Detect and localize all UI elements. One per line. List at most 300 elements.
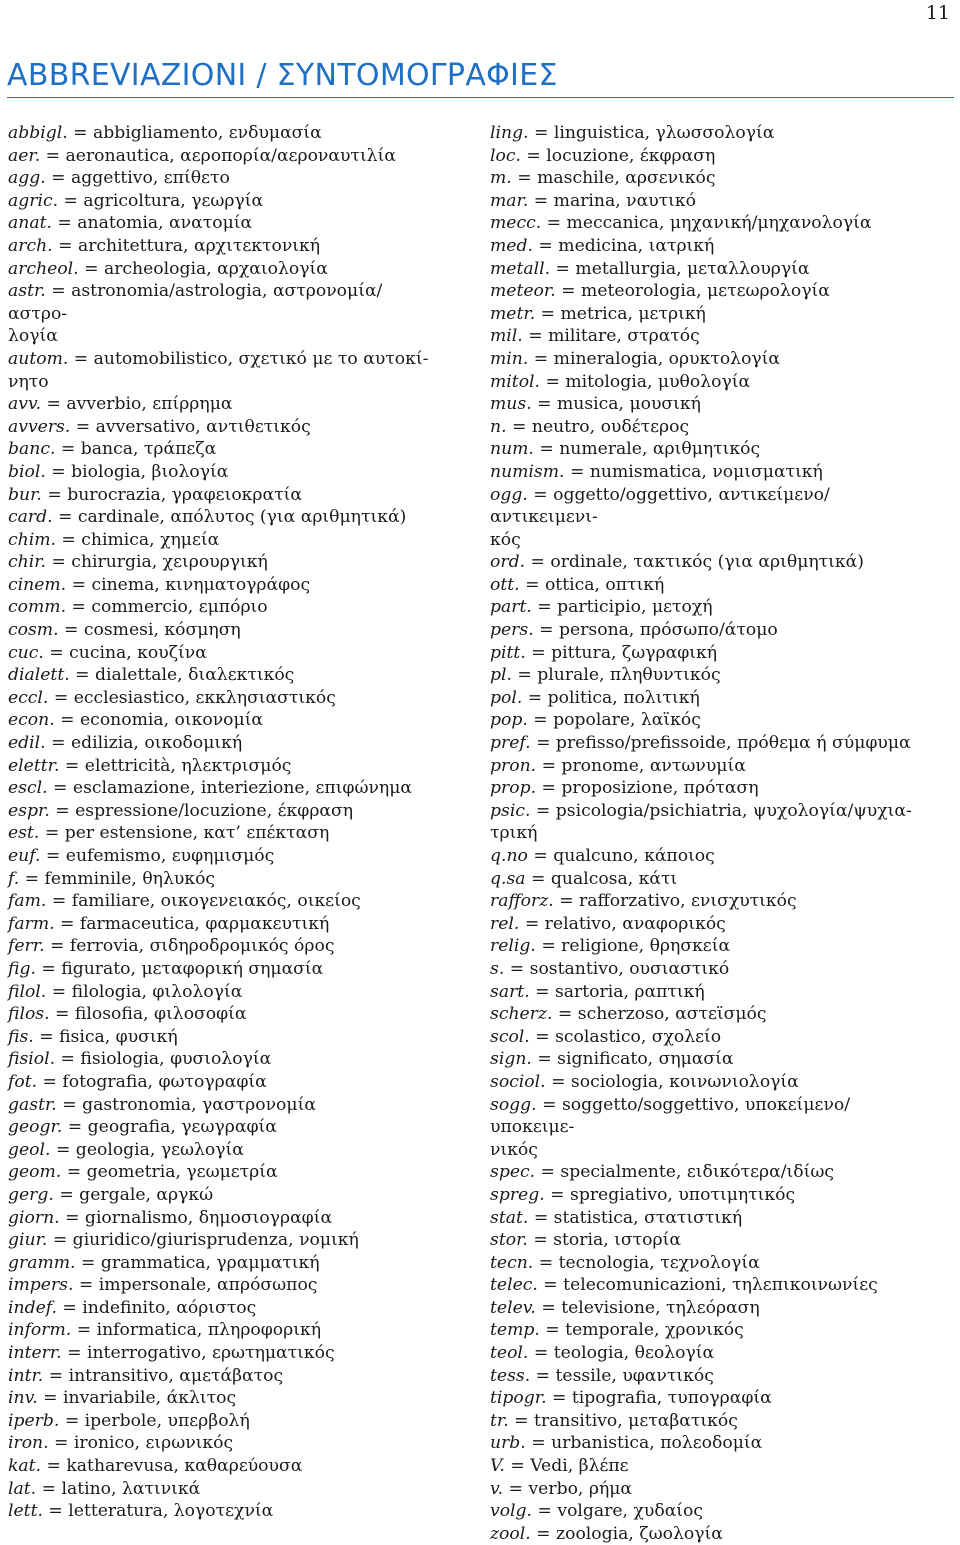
- abbreviation-definition: = significato, σημασία: [531, 1049, 734, 1070]
- abbreviation-entry: [490, 303, 926, 326]
- abbreviation-definition: = soggetto/soggettivo, υποκείμενο/υποκειμε- νικός: [490, 1094, 851, 1160]
- abbreviation-definition: = fisica, φυσική: [33, 1026, 178, 1047]
- abbreviation-definition: = transitivo, μεταβατικός: [508, 1410, 738, 1431]
- abbreviation-entry: [490, 890, 926, 913]
- abbreviation-entry: [490, 484, 926, 552]
- abbreviation-term: tipogr.: [490, 1388, 547, 1409]
- abbreviation-entry: [490, 1003, 926, 1026]
- abbreviation-entry: [490, 664, 926, 687]
- abbreviation-definition: = mitologia, μυθολογία: [540, 371, 751, 392]
- abbreviation-definition: = giornalismo, δημοσιογραφία: [59, 1207, 333, 1228]
- abbreviation-definition: = burocrazia, γραφειοκρατία: [41, 484, 302, 505]
- abbreviation-entry: [490, 642, 926, 665]
- abbreviation-entry: [8, 145, 433, 168]
- abbreviation-definition: = Vedi, βλέπε: [504, 1456, 629, 1477]
- abbreviation-definition: = statistica, στατιστική: [528, 1207, 743, 1228]
- abbreviation-term: stat.: [490, 1207, 529, 1228]
- abbreviation-definition: = iperbole, υπερβολή: [59, 1410, 250, 1431]
- abbreviation-entry: [490, 167, 926, 190]
- abbreviation-definition: = grammatica, γραμματική: [75, 1252, 320, 1273]
- abbreviation-entry: [490, 732, 926, 755]
- abbreviation-term: escl.: [8, 778, 48, 799]
- abbreviation-definition: = aeronautica, αεροπορία/αεροναυτιλία: [40, 145, 396, 166]
- abbreviation-entry: [8, 709, 433, 732]
- abbreviation-entry: [490, 1387, 926, 1410]
- abbreviation-definition: = telecomunicazioni, τηλεπικοινωνίες: [537, 1275, 878, 1296]
- abbreviation-entry: [8, 1026, 433, 1049]
- abbreviation-definition: = storia, ιστορία: [527, 1230, 681, 1251]
- abbreviation-term: geol.: [8, 1139, 51, 1160]
- abbreviation-definition: = linguistica, γλωσσολογία: [528, 123, 775, 143]
- abbreviation-definition: = geografia, γεωγραφία: [62, 1117, 277, 1138]
- abbreviation-term: geom.: [8, 1162, 62, 1183]
- abbreviation-entry: [490, 1252, 926, 1275]
- abbreviation-term: ott.: [490, 574, 520, 595]
- abbreviation-term: iron.: [8, 1433, 49, 1454]
- abbreviation-definition: = cinema, κινηματογράφος: [66, 574, 311, 595]
- abbreviation-term: gramm.: [8, 1252, 76, 1273]
- abbreviation-definition: = filologia, φιλολογία: [46, 981, 243, 1002]
- abbreviation-definition: = aggettivo, επίθετο: [45, 168, 230, 189]
- abbreviation-definition: = femminile, θηλυκός: [19, 868, 216, 889]
- abbreviation-entry: [8, 416, 433, 439]
- abbreviation-entry: [8, 1071, 433, 1094]
- abbreviation-term: pref.: [490, 733, 531, 754]
- abbreviation-entry: [8, 235, 433, 258]
- abbreviation-entry: [8, 258, 433, 281]
- abbreviation-entry: [490, 122, 926, 145]
- abbreviation-term: espr.: [8, 800, 50, 821]
- abbreviation-definition: = prefisso/prefissoide, πρόθεμα ή σύμφυμα: [530, 733, 911, 754]
- abbreviation-entry: [8, 958, 433, 981]
- abbreviation-term: q.no: [490, 846, 528, 866]
- abbreviation-definition: = scherzoso, αστεϊσμός: [552, 1004, 767, 1025]
- abbreviation-term: impers.: [8, 1275, 74, 1296]
- abbreviation-definition: = locuzione, έκφραση: [520, 145, 716, 166]
- abbreviation-entry: [8, 1455, 433, 1478]
- abbreviation-entry: [490, 913, 926, 936]
- page-number: 11: [925, 2, 950, 24]
- abbreviation-entry: [8, 1161, 433, 1184]
- abbreviation-definition: = cardinale, απόλυτος (για αριθμητικά): [52, 507, 407, 528]
- abbreviation-definition: = scolastico, σχολείο: [529, 1026, 722, 1047]
- abbreviation-entry: [490, 190, 926, 213]
- page-title: ABBREVIAZIONI / ΣΥΝΤΟΜΟΓΡΑΦΙΕΣ: [7, 58, 558, 93]
- abbreviation-definition: = letteratura, λογοτεχνία: [42, 1501, 274, 1522]
- abbreviation-definition: = specialmente, ειδικότερα/ιδίως: [535, 1162, 835, 1183]
- abbreviation-term: sociol.: [490, 1071, 546, 1092]
- abbreviation-term: chir.: [8, 552, 46, 573]
- abbreviation-definition: = sostantivo, ουσιαστικό: [504, 958, 730, 979]
- abbreviation-entry: [490, 777, 926, 800]
- abbreviation-entry: [490, 438, 926, 461]
- abbreviation-definition: = biologia, βιολογία: [45, 461, 229, 482]
- abbreviation-term: astr.: [8, 281, 46, 302]
- abbreviation-term: comm.: [8, 597, 67, 618]
- abbreviation-term: telec.: [490, 1275, 538, 1296]
- abbreviation-term: urb.: [490, 1433, 526, 1454]
- abbreviation-entry: [490, 1184, 926, 1207]
- abbreviation-definition: = mineralogia, ορυκτολογία: [528, 348, 781, 369]
- abbreviation-entry: [490, 371, 926, 394]
- abbreviation-term: euf.: [8, 846, 41, 866]
- abbreviation-entry: [490, 1319, 926, 1342]
- abbreviation-entry: [490, 1478, 926, 1501]
- abbreviation-entry: [490, 935, 926, 958]
- abbreviation-definition: = militare, στρατός: [522, 326, 700, 347]
- abbreviation-term: q.sa: [490, 868, 526, 889]
- abbreviation-definition: = urbanistica, πολεοδομία: [525, 1433, 763, 1454]
- abbreviation-entry: [8, 348, 433, 393]
- abbreviation-definition: = persona, πρόσωπο/άτομο: [533, 620, 778, 641]
- abbreviation-entry: [490, 1432, 926, 1455]
- abbreviation-definition: = relativo, αναφορικός: [519, 913, 726, 934]
- abbreviation-entry: [8, 280, 433, 348]
- abbreviation-term: card.: [8, 507, 53, 528]
- abbreviation-entry: [490, 1342, 926, 1365]
- abbreviation-entry: [490, 1500, 926, 1523]
- abbreviation-term: fot.: [8, 1071, 38, 1092]
- abbreviation-definition: = ecclesiastico, εκκλησιαστικός: [48, 687, 336, 708]
- abbreviation-definition: = avverbio, επίρρημα: [41, 394, 233, 415]
- abbreviation-entry: [8, 484, 433, 507]
- abbreviation-term: agric.: [8, 190, 59, 211]
- abbreviation-term: archeol.: [8, 258, 79, 279]
- abbreviation-entry: [8, 890, 433, 913]
- abbreviation-entry: [490, 619, 926, 642]
- abbreviation-entry: [490, 416, 926, 439]
- abbreviation-term: fis.: [8, 1026, 34, 1047]
- abbreviation-entry: [490, 1048, 926, 1071]
- abbreviation-term: interr.: [8, 1343, 62, 1364]
- abbreviation-definition: = numerale, αριθμητικός: [533, 439, 761, 460]
- abbreviation-entry: [8, 1274, 433, 1297]
- abbreviation-definition: = tessile, υφαντικός: [530, 1365, 714, 1386]
- abbreviation-entry: [8, 393, 433, 416]
- abbreviation-entry: [8, 461, 433, 484]
- abbreviation-term: rafforz.: [490, 891, 554, 912]
- abbreviation-definition: = ferrovia, σιδηροδρομικός όρος: [44, 936, 335, 957]
- abbreviation-definition: = televisione, τηλεόραση: [535, 1297, 760, 1318]
- abbreviation-entry: [490, 845, 926, 868]
- abbreviation-definition: = economia, οικονομία: [54, 710, 264, 731]
- abbreviation-entry: [490, 868, 926, 891]
- abbreviation-definition: = qualcosa, κάτι: [525, 868, 678, 889]
- abbreviation-term: avv.: [8, 394, 42, 415]
- abbreviation-entry: [490, 325, 926, 348]
- abbreviation-definition: = maschile, αρσενικός: [511, 168, 716, 189]
- abbreviation-entry: [490, 1094, 926, 1162]
- abbreviation-entry: [8, 868, 433, 891]
- abbreviation-term: loc.: [490, 145, 521, 166]
- abbreviation-definition: = farmaceutica, φαρμακευτική: [54, 913, 330, 934]
- abbreviation-definition: = katharevusa, καθαρεύουσα: [41, 1456, 303, 1477]
- abbreviation-term: scol.: [490, 1026, 530, 1047]
- abbreviation-definition: = interrogativo, ερωτηματικός: [61, 1343, 335, 1364]
- abbreviation-term: V.: [490, 1456, 505, 1477]
- abbreviation-definition: = familiare, οικογενειακός, οικείος: [46, 891, 361, 912]
- abbreviation-entry: [490, 1026, 926, 1049]
- abbreviation-entry: [8, 1500, 433, 1523]
- abbreviation-term: cuc.: [8, 642, 44, 663]
- abbreviation-term: tess.: [490, 1365, 531, 1386]
- abbreviation-definition: = avversativo, αντιθετικός: [70, 416, 311, 437]
- abbreviation-term: lett.: [8, 1501, 43, 1522]
- abbreviation-entry: [8, 1297, 433, 1320]
- abbreviation-definition: = edilizia, οικοδομική: [45, 733, 243, 754]
- abbreviation-entry: [490, 800, 926, 845]
- abbreviation-entry: [490, 1207, 926, 1230]
- abbreviation-definition: = oggetto/oggettivo, αντικείμενο/αντικειμενι- κός: [490, 484, 830, 550]
- abbreviation-term: sogg.: [490, 1094, 537, 1115]
- abbreviation-term: sart.: [490, 981, 530, 1002]
- abbreviation-term: volg.: [490, 1501, 533, 1522]
- abbreviation-term: metr.: [490, 303, 536, 324]
- abbreviation-term: zool.: [490, 1523, 531, 1544]
- abbreviation-entry: [8, 1048, 433, 1071]
- abbreviation-entry: [8, 845, 433, 868]
- abbreviation-definition: = tipografia, τυπογραφία: [546, 1388, 772, 1409]
- abbreviation-term: scherz.: [490, 1004, 553, 1025]
- abbreviation-definition: = indefinito, αόριστος: [56, 1297, 257, 1318]
- abbreviation-definition: = participio, μετοχή: [531, 597, 713, 618]
- abbreviation-entry: [8, 1342, 433, 1365]
- abbreviation-definition: = automobilistico, σχετικό με το αυτοκί- νητο: [8, 348, 429, 392]
- abbreviation-definition: = ordinale, τακτικός (για αριθμητικά): [525, 552, 864, 573]
- left-column: [8, 122, 433, 1523]
- abbreviation-entry: [8, 574, 433, 597]
- abbreviation-definition: = giuridico/giurisprudenza, νομική: [47, 1230, 359, 1251]
- abbreviation-definition: = informatica, πληροφορική: [71, 1320, 322, 1341]
- abbreviation-entry: [8, 1478, 433, 1501]
- abbreviation-entry: [8, 438, 433, 461]
- abbreviation-term: mil.: [490, 326, 523, 347]
- abbreviation-definition: = pronome, αντωνυμία: [536, 755, 746, 776]
- abbreviation-term: inform.: [8, 1320, 72, 1341]
- abbreviation-entry: [8, 619, 433, 642]
- abbreviation-term: s.: [490, 958, 505, 979]
- abbreviation-definition: = abbigliamento, ενδυμασία: [67, 123, 322, 143]
- abbreviation-entry: [490, 958, 926, 981]
- abbreviation-definition: = metallurgia, μεταλλουργία: [550, 258, 810, 279]
- abbreviation-definition: = ottica, οπτική: [519, 574, 665, 595]
- abbreviation-entry: [8, 1432, 433, 1455]
- abbreviation-definition: = banca, τράπεζα: [55, 439, 217, 460]
- abbreviation-definition: = teologia, θεολογία: [528, 1343, 715, 1364]
- abbreviation-term: psic.: [490, 800, 531, 821]
- abbreviation-term: arch.: [8, 235, 53, 256]
- abbreviation-definition: = espressione/locuzione, έκφραση: [49, 800, 354, 821]
- abbreviation-entry: [8, 800, 433, 823]
- abbreviation-definition: = anatomia, ανατομία: [51, 213, 253, 234]
- abbreviation-term: mitol.: [490, 371, 541, 392]
- abbreviation-definition: = archeologia, αρχαιολογία: [78, 258, 328, 279]
- abbreviation-definition: = cucina, κουζίνα: [43, 642, 207, 663]
- abbreviation-definition: = volgare, χυδαίος: [532, 1501, 704, 1522]
- abbreviation-term: filol.: [8, 981, 47, 1002]
- abbreviation-entry: [490, 1410, 926, 1433]
- abbreviation-entry: [8, 1229, 433, 1252]
- abbreviation-definition: = sartoria, ραπτική: [529, 981, 705, 1002]
- abbreviation-definition: = rafforzativo, ενισχυτικός: [553, 891, 797, 912]
- abbreviation-term: fam.: [8, 891, 47, 912]
- abbreviation-term: pron.: [490, 755, 537, 776]
- abbreviation-definition: = plurale, πληθυντικός: [511, 665, 721, 686]
- abbreviation-term: elettr.: [8, 755, 60, 776]
- abbreviation-term: metall.: [490, 258, 551, 279]
- abbreviation-entry: [8, 122, 433, 145]
- abbreviation-definition: = intransitivo, αμετάβατος: [43, 1365, 284, 1386]
- abbreviation-term: f.: [8, 868, 20, 889]
- abbreviation-entry: [8, 1410, 433, 1433]
- abbreviation-definition: = impersonale, απρόσωπος: [73, 1275, 318, 1296]
- abbreviation-term: n.: [490, 416, 507, 437]
- abbreviation-term: anat.: [8, 213, 52, 234]
- abbreviation-term: v.: [490, 1478, 504, 1499]
- abbreviation-definition: = cosmesi, κόσμηση: [58, 620, 241, 641]
- abbreviation-term: gastr.: [8, 1094, 57, 1115]
- abbreviation-entry: [8, 529, 433, 552]
- abbreviation-term: fig.: [8, 958, 36, 979]
- abbreviation-entry: [490, 1365, 926, 1388]
- abbreviation-term: est.: [8, 823, 40, 844]
- abbreviation-term: mar.: [490, 190, 529, 211]
- abbreviation-entry: [490, 709, 926, 732]
- abbreviation-definition: = temporale, χρονικός: [539, 1320, 744, 1341]
- abbreviation-definition: = numismatica, νομισματική: [564, 461, 823, 482]
- abbreviation-term: kat.: [8, 1456, 42, 1477]
- abbreviation-entry: [490, 235, 926, 258]
- abbreviation-definition: = spregiativo, υποτιμητικός: [544, 1184, 796, 1205]
- abbreviation-entry: [8, 755, 433, 778]
- abbreviation-term: filos.: [8, 1004, 50, 1025]
- abbreviation-entry: [8, 913, 433, 936]
- abbreviation-definition: = medicina, ιατρική: [532, 235, 715, 256]
- abbreviation-definition: = chirurgia, χειρουργική: [45, 552, 268, 573]
- abbreviation-term: min.: [490, 348, 529, 369]
- abbreviation-term: agg.: [8, 168, 46, 189]
- abbreviation-term: autom.: [8, 348, 69, 369]
- abbreviation-entry: [490, 1455, 926, 1478]
- abbreviation-entry: [490, 1523, 926, 1545]
- abbreviation-definition: = commercio, εμπόριο: [66, 597, 268, 618]
- abbreviation-entry: [8, 167, 433, 190]
- abbreviation-term: ord.: [490, 552, 526, 573]
- abbreviation-term: sign.: [490, 1049, 532, 1070]
- abbreviation-definition: = filosofia, φιλοσοφία: [49, 1004, 247, 1025]
- abbreviation-term: inv.: [8, 1388, 38, 1409]
- abbreviation-entry: [8, 1387, 433, 1410]
- abbreviation-entry: [8, 981, 433, 1004]
- abbreviation-definition: = eufemismo, ευφημισμός: [40, 846, 275, 866]
- abbreviation-term: temp.: [490, 1320, 540, 1341]
- abbreviation-definition: = verbo, ρήμα: [503, 1478, 633, 1499]
- abbreviation-entry: [8, 212, 433, 235]
- abbreviation-term: ogg.: [490, 484, 528, 505]
- abbreviation-entry: [8, 551, 433, 574]
- abbreviation-entry: [490, 687, 926, 710]
- abbreviation-entry: [8, 1139, 433, 1162]
- abbreviation-definition: = fisiologia, φυσιολογία: [55, 1049, 272, 1070]
- abbreviation-entry: [490, 1274, 926, 1297]
- abbreviation-definition: = politica, πολιτική: [522, 687, 700, 708]
- abbreviation-definition: = sociologia, κοινωνιολογία: [545, 1071, 799, 1092]
- abbreviation-entry: [8, 1365, 433, 1388]
- abbreviation-entry: [490, 1161, 926, 1184]
- abbreviation-definition: = qualcuno, κάποιος: [527, 846, 715, 866]
- abbreviation-entry: [490, 596, 926, 619]
- abbreviation-term: dialett.: [8, 665, 70, 686]
- abbreviation-definition: = latino, λατινικά: [36, 1478, 201, 1499]
- abbreviation-term: mus.: [490, 394, 532, 415]
- abbreviation-term: spreg.: [490, 1184, 545, 1205]
- abbreviation-entry: [490, 461, 926, 484]
- abbreviation-term: num.: [490, 439, 534, 460]
- abbreviation-entry: [490, 981, 926, 1004]
- abbreviation-entry: [490, 145, 926, 168]
- abbreviation-definition: = zoologia, ζωολογία: [530, 1523, 723, 1544]
- abbreviation-entry: [490, 1297, 926, 1320]
- abbreviation-term: chim.: [8, 529, 56, 550]
- abbreviation-entry: [8, 190, 433, 213]
- abbreviation-entry: [490, 1229, 926, 1252]
- abbreviation-term: intr.: [8, 1365, 44, 1386]
- abbreviation-term: meteor.: [490, 281, 556, 302]
- abbreviation-term: spec.: [490, 1162, 536, 1183]
- abbreviation-entry: [8, 642, 433, 665]
- abbreviation-term: mecc.: [490, 213, 542, 234]
- abbreviation-entry: [8, 506, 433, 529]
- abbreviation-definition: = marina, ναυτικό: [528, 190, 697, 211]
- abbreviation-term: eccl.: [8, 687, 49, 708]
- abbreviation-definition: = agricoltura, γεωργία: [58, 190, 264, 211]
- abbreviation-definition: = gastronomia, γαστρονομία: [56, 1094, 316, 1115]
- abbreviation-definition: = figurato, μεταφορική σημασία: [35, 958, 324, 979]
- abbreviation-definition: = popolare, λαϊκός: [527, 710, 701, 731]
- abbreviation-term: ferr.: [8, 936, 45, 957]
- right-column: [490, 122, 926, 1545]
- abbreviation-definition: = musica, μουσική: [531, 394, 701, 415]
- abbreviation-term: avvers.: [8, 416, 71, 437]
- abbreviation-term: pers.: [490, 620, 534, 641]
- abbreviation-entry: [8, 822, 433, 845]
- abbreviation-entry: [8, 1252, 433, 1275]
- abbreviation-term: rel.: [490, 913, 520, 934]
- abbreviation-entry: [8, 596, 433, 619]
- abbreviation-term: edil.: [8, 733, 46, 754]
- abbreviation-definition: = geometria, γεωμετρία: [61, 1162, 278, 1183]
- abbreviation-definition: = gergale, αργκώ: [53, 1184, 214, 1205]
- abbreviation-entry: [490, 755, 926, 778]
- abbreviation-definition: = invariabile, άκλιτος: [37, 1388, 237, 1409]
- abbreviation-term: cinem.: [8, 574, 67, 595]
- abbreviation-definition: = psicologia/psichiatria, ψυχολογία/ψυχια- τρική: [490, 800, 912, 844]
- abbreviation-term: lat.: [8, 1478, 37, 1499]
- abbreviation-term: gerg.: [8, 1184, 54, 1205]
- abbreviation-definition: = neutro, ουδέτερος: [506, 416, 690, 437]
- abbreviation-term: cosm.: [8, 620, 59, 641]
- abbreviation-term: teol.: [490, 1343, 529, 1364]
- abbreviation-term: farm.: [8, 913, 55, 934]
- abbreviation-definition: = meccanica, μηχανική/μηχανολογία: [541, 213, 872, 234]
- abbreviation-term: giur.: [8, 1230, 48, 1251]
- abbreviation-entry: [490, 258, 926, 281]
- title-divider: [7, 97, 954, 98]
- abbreviation-term: pop.: [490, 710, 528, 731]
- abbreviation-term: tr.: [490, 1410, 509, 1431]
- abbreviation-definition: = religione, θρησκεία: [535, 936, 731, 957]
- abbreviation-term: indef.: [8, 1297, 57, 1318]
